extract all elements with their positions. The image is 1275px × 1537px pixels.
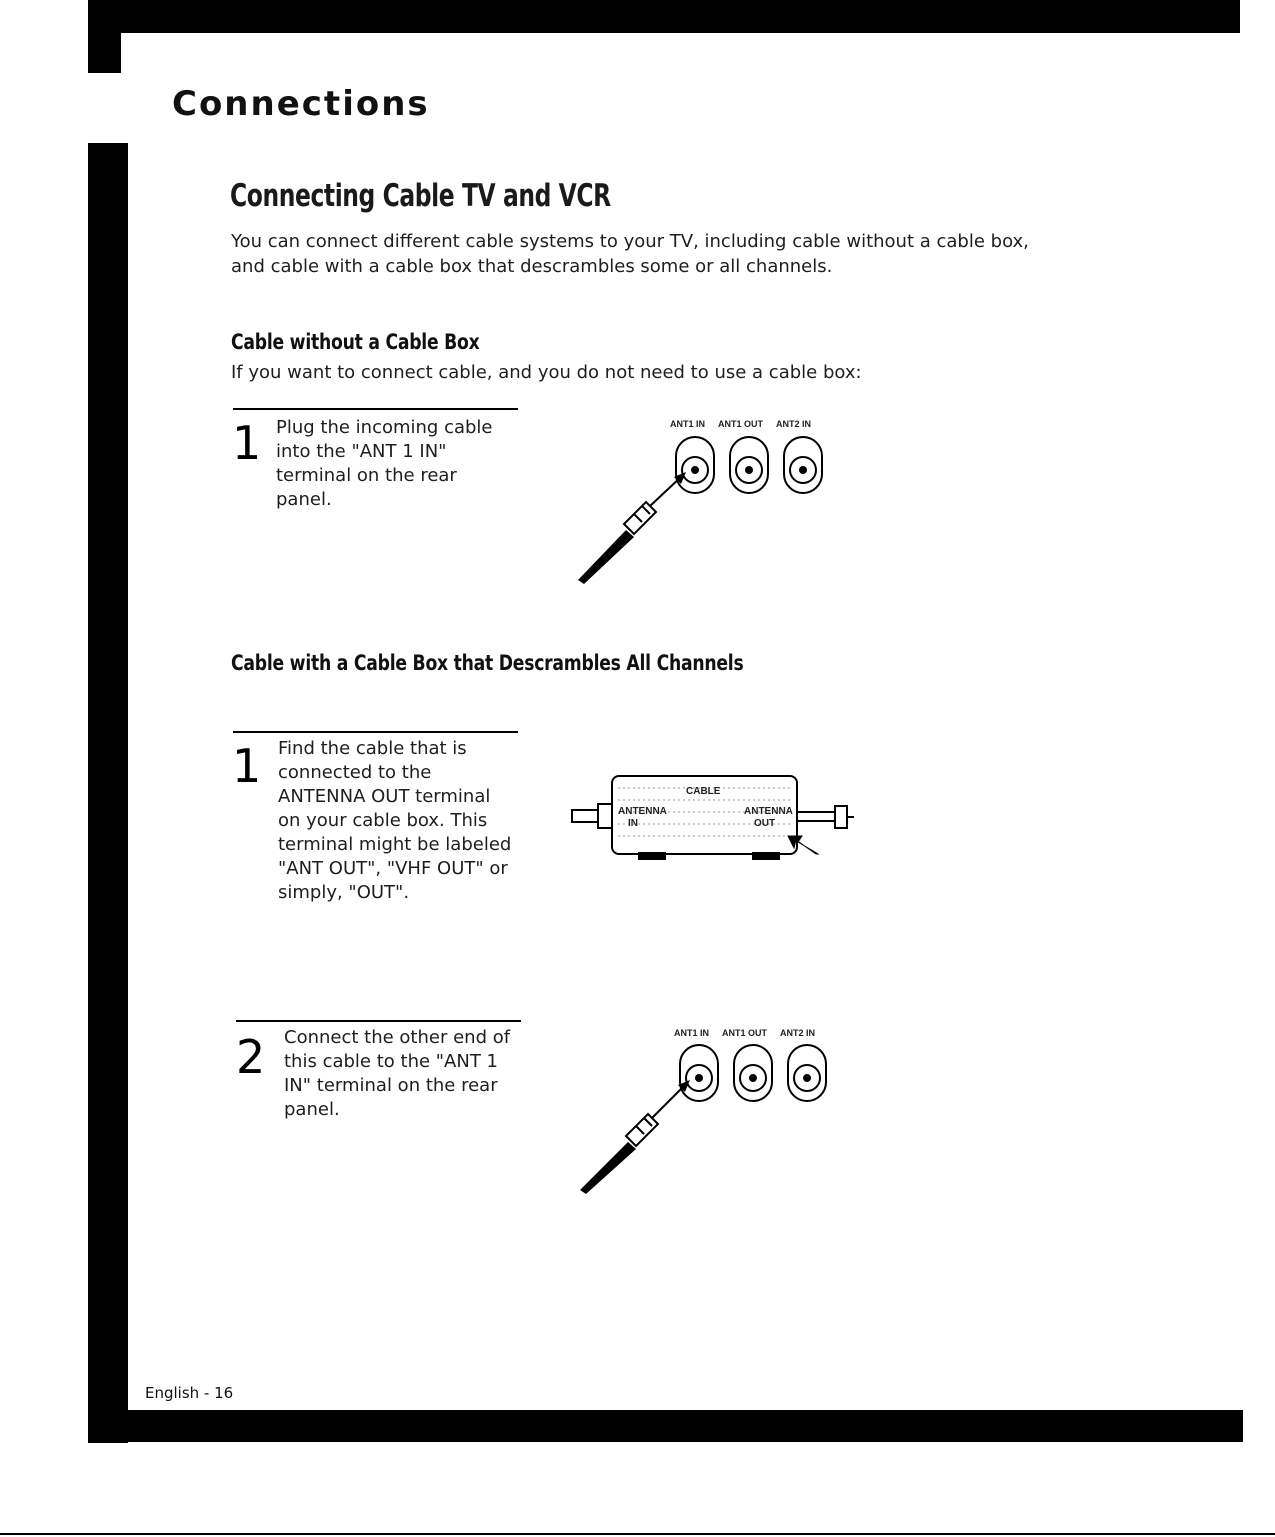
heading-cable-with-box: Cable with a Cable Box that Descrambles All Channels (231, 651, 744, 675)
coax-terminal-icon (680, 1045, 718, 1101)
coaxial-cable-icon (578, 472, 686, 584)
page-footer: English - 16 (145, 1384, 234, 1402)
rear-panel-diagram-2 (574, 1020, 834, 1195)
top-border-bar (88, 0, 1240, 33)
terminal-label-ant2-in: ANT2 IN (780, 1028, 816, 1038)
left-border-bar-upper (88, 0, 121, 73)
step-instruction: Plug the incoming cable into the "ANT 1 IN" terminal on the rear panel. (276, 417, 493, 510)
antenna-out-label-2: OUT (754, 818, 776, 829)
rear-panel-diagram-1 (570, 410, 830, 585)
step-number: 1 (232, 416, 262, 470)
antenna-in-label-2: IN (628, 818, 638, 829)
terminal-label-ant1-out: ANT1 OUT (722, 1028, 767, 1038)
section1-lead: If you want to connect cable, and you do not need to use a cable box: (231, 362, 862, 383)
heading-cable-without-box: Cable without a Cable Box (231, 330, 480, 354)
step-divider (233, 731, 518, 733)
step-instruction: Connect the other end of this cable to the "ANT 1 IN" terminal on the rear panel. (284, 1027, 511, 1120)
page-title: Connecting Cable TV and VCR (230, 178, 611, 214)
coax-terminal-icon (676, 437, 714, 493)
step-instruction: Find the cable that is connected to the ANTENNA OUT terminal on your cable box. This terminal might be labeled "ANT OUT", "VHF OUT" or simply, "OUT". (278, 738, 512, 903)
terminal-label-ant1-in: ANT1 IN (670, 419, 706, 429)
coaxial-cable-icon (580, 1080, 690, 1194)
step-divider (233, 408, 518, 410)
intro-paragraph: You can connect different cable systems to your TV, including cable without a cable box, and cable with a cable box that descrambles some or all channels. (231, 231, 1029, 277)
bottom-border-bar (95, 1410, 1243, 1442)
section-title: Connections (172, 84, 430, 124)
antenna-in-label: ANTENNA (618, 806, 667, 817)
input-cable-icon (572, 804, 612, 828)
left-border-bar (88, 143, 128, 1443)
coax-terminal-icon (788, 1045, 826, 1101)
coax-terminal-icon (730, 437, 768, 493)
cable-box-name: CABLE (686, 786, 721, 797)
terminal-label-ant1-out: ANT1 OUT (718, 419, 763, 429)
antenna-out-label: ANTENNA (744, 806, 793, 817)
terminal-label-ant1-in: ANT1 IN (674, 1028, 710, 1038)
page-edge-line (0, 1533, 1275, 1535)
output-cable-icon (797, 806, 854, 828)
cable-box-diagram (566, 768, 861, 868)
step-divider (236, 1020, 521, 1022)
coax-terminal-icon (784, 437, 822, 493)
step-number: 2 (236, 1030, 266, 1084)
terminal-label-ant2-in: ANT2 IN (776, 419, 812, 429)
step-number: 1 (232, 739, 262, 793)
coax-terminal-icon (734, 1045, 772, 1101)
